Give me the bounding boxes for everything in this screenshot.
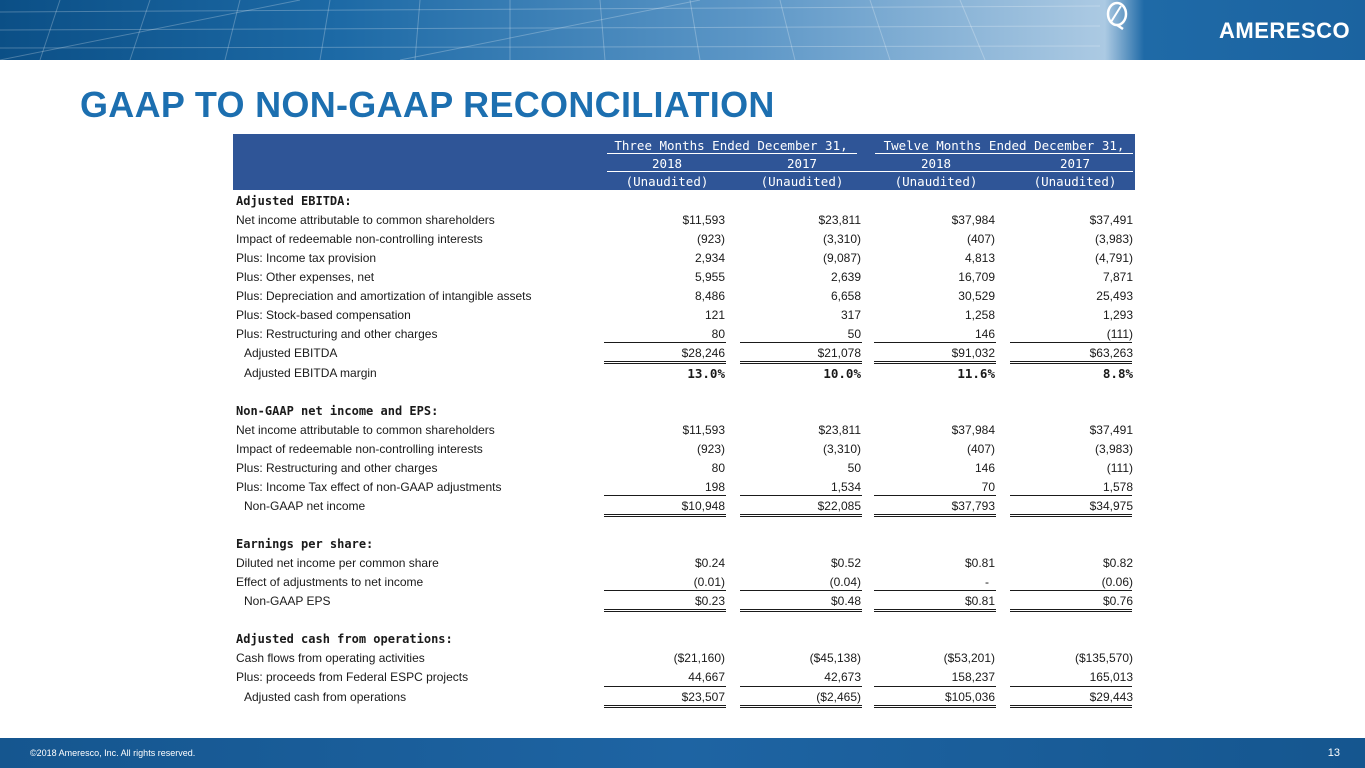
row-label: Plus: Stock-based compensation (236, 308, 411, 322)
header-year: 2018 (920, 156, 952, 171)
cell-value: 2,639 (830, 270, 861, 284)
subtotal-rule (604, 495, 726, 496)
total-rule (740, 361, 862, 362)
total-value: $21,078 (817, 346, 861, 360)
cell-value: (3,310) (822, 232, 861, 246)
cell-value: 50 (847, 327, 861, 341)
row-label: Impact of redeemable non-controlling interests (236, 442, 483, 456)
cell-value: ($135,570) (1074, 651, 1133, 665)
cell-value: $23,811 (818, 423, 861, 437)
cell-value: (3,310) (822, 442, 861, 456)
subtotal-rule (1010, 342, 1132, 343)
total-label: Adjusted EBITDA (244, 346, 338, 360)
table-row (233, 440, 1135, 459)
row-label: Effect of adjustments to net income (236, 575, 424, 589)
table-row (233, 211, 1135, 230)
cell-value: 4,813 (964, 251, 995, 265)
cell-value: $37,491 (1089, 213, 1133, 227)
total-rule (1010, 361, 1132, 362)
total-rule (874, 609, 996, 610)
subtotal-rule (874, 495, 996, 496)
header-rule (875, 153, 1133, 154)
cell-value: (111) (1106, 327, 1133, 341)
total-value: $63,263 (1089, 346, 1133, 360)
row-label: Plus: Other expenses, net (236, 270, 375, 284)
copyright-text: ©2018 Ameresco, Inc. All rights reserved. (30, 748, 196, 758)
margin-label: Adjusted EBITDA margin (244, 366, 377, 380)
cell-value: (407) (966, 442, 995, 456)
total-rule (874, 516, 996, 517)
page-title: GAAP TO NON-GAAP RECONCILIATION (80, 84, 775, 125)
cell-value: 7,871 (1102, 270, 1133, 284)
page-number: 13 (1327, 747, 1340, 759)
section-heading (233, 192, 1135, 211)
header-year: 2017 (786, 156, 818, 171)
total-rule (740, 705, 862, 706)
section-heading (233, 402, 1135, 421)
table-row (233, 268, 1135, 287)
cell-value: $0.82 (1102, 556, 1133, 570)
section-title: Adjusted cash from operations: (236, 632, 453, 646)
subtotal-rule (1010, 686, 1132, 687)
cell-value: $0.81 (964, 556, 995, 570)
margin-value: 10.0% (823, 366, 861, 381)
row-label: Net income attributable to common shareholders (236, 213, 495, 227)
table-row (233, 306, 1135, 325)
total-rule (604, 361, 726, 362)
total-rule (874, 611, 996, 612)
cell-value: 317 (840, 308, 861, 322)
cell-value: $37,491 (1089, 423, 1133, 437)
subtotal-rule (740, 686, 862, 687)
cell-value: (923) (696, 442, 725, 456)
cell-value: 80 (711, 461, 725, 475)
subtotal-rule (1010, 590, 1132, 591)
total-rule (604, 609, 726, 610)
cell-value: 1,534 (830, 480, 861, 494)
section-title: Adjusted EBITDA: (236, 194, 352, 208)
total-value: $29,443 (1089, 690, 1133, 704)
row-label: Impact of redeemable non-controlling interests (236, 232, 483, 246)
brand-name: AMERESCO (1219, 18, 1351, 43)
margin-value: 8.8% (1102, 366, 1133, 381)
total-rule (604, 705, 726, 706)
row-label: Plus: Restructuring and other charges (236, 461, 438, 475)
row-label: Plus: Income Tax effect of non-GAAP adjustments (236, 480, 502, 494)
grid-decoration (0, 0, 1100, 60)
row-label: Plus: Restructuring and other charges (236, 327, 438, 341)
table-row (233, 230, 1135, 249)
cell-value: 1,293 (1102, 308, 1133, 322)
header-unaudited: (Unaudited) (1033, 174, 1117, 189)
total-value: $0.48 (830, 594, 861, 608)
cell-value: ($21,160) (673, 651, 725, 665)
cell-value: 158,237 (951, 670, 995, 684)
section-title: Non-GAAP net income and EPS: (236, 404, 439, 418)
total-value: $0.81 (964, 594, 995, 608)
cell-value: $0.52 (830, 556, 861, 570)
header-year: 2017 (1059, 156, 1091, 171)
total-rule (740, 516, 862, 517)
cell-value: $11,593 (682, 213, 725, 227)
cell-value: - (985, 575, 989, 589)
cell-value: 198 (704, 480, 725, 494)
total-rule (604, 611, 726, 612)
total-rule (1010, 611, 1132, 612)
total-rule (740, 611, 862, 612)
total-rule (874, 707, 996, 708)
cell-value: 6,658 (830, 289, 861, 303)
total-value: ($2,465) (816, 690, 861, 704)
cell-value: 42,673 (824, 670, 861, 684)
cell-value: 80 (711, 327, 725, 341)
total-value: $34,975 (1089, 499, 1133, 513)
cell-value: $11,593 (682, 423, 725, 437)
cell-value: 70 (981, 480, 995, 494)
total-label: Adjusted cash from operations (244, 690, 407, 704)
cell-value: 5,955 (694, 270, 725, 284)
cell-value: 16,709 (958, 270, 995, 284)
subtotal-rule (604, 590, 726, 591)
total-rule (604, 707, 726, 708)
table-row (233, 668, 1135, 687)
cell-value: 146 (974, 461, 995, 475)
cell-value: ($53,201) (943, 651, 995, 665)
total-value: $10,948 (681, 499, 725, 513)
table-row (233, 554, 1135, 573)
total-label: Non-GAAP EPS (244, 594, 331, 608)
header-twelve-months: Twelve Months Ended December 31, (883, 138, 1125, 153)
total-rule (740, 707, 862, 708)
cell-value: $0.24 (694, 556, 725, 570)
header-unaudited: (Unaudited) (894, 174, 978, 189)
total-value: $0.76 (1102, 594, 1133, 608)
subtotal-rule (740, 342, 862, 343)
total-value: $37,793 (951, 499, 995, 513)
cell-value: 8,486 (694, 289, 725, 303)
subtotal-rule (874, 590, 996, 591)
row-label: Net income attributable to common shareholders (236, 423, 495, 437)
total-rule (604, 514, 726, 515)
cell-value: ($45,138) (809, 651, 861, 665)
cell-value: 2,934 (694, 251, 725, 265)
subtotal-rule (740, 495, 862, 496)
row-label: Cash flows from operating activities (236, 651, 425, 665)
margin-value: 13.0% (687, 366, 725, 381)
subtotal-rule (740, 590, 862, 591)
subtotal-rule (1010, 495, 1132, 496)
total-rule (1010, 705, 1132, 706)
total-rule (740, 514, 862, 515)
cell-value: 50 (847, 461, 861, 475)
cell-value: (0.01) (693, 575, 725, 589)
section-heading (233, 630, 1135, 649)
margin-value: 11.6% (957, 366, 995, 381)
cell-value: $37,984 (951, 423, 995, 437)
total-label: Non-GAAP net income (244, 499, 366, 513)
total-rule (1010, 707, 1132, 708)
cell-value: $23,811 (818, 213, 861, 227)
cell-value: 1,578 (1102, 480, 1133, 494)
cell-value: 25,493 (1096, 289, 1133, 303)
subtotal-rule (604, 342, 726, 343)
total-value: $22,085 (817, 499, 861, 513)
cell-value: (923) (696, 232, 725, 246)
cell-value: 44,667 (688, 670, 725, 684)
row-label: Plus: Depreciation and amortization of intangible assets (236, 289, 532, 303)
total-rule (1010, 516, 1132, 517)
total-rule (604, 516, 726, 517)
total-value: $28,246 (681, 346, 725, 360)
table-row (233, 459, 1135, 478)
subtotal-rule (874, 342, 996, 343)
cell-value: (111) (1106, 461, 1133, 475)
table-row (233, 421, 1135, 440)
cell-value: 121 (704, 308, 725, 322)
row-label: Plus: proceeds from Federal ESPC projects (236, 670, 469, 684)
table-header (233, 134, 1135, 190)
cell-value: $37,984 (951, 213, 995, 227)
total-rule (740, 609, 862, 610)
subtotal-rule (604, 686, 726, 687)
header-rule (607, 153, 857, 154)
cell-value: (0.04) (829, 575, 861, 589)
cell-value: 165,013 (1089, 670, 1133, 684)
row-label: Diluted net income per common share (236, 556, 439, 570)
table-row (233, 249, 1135, 268)
footer-bar (0, 738, 1365, 768)
subtotal-rule (874, 686, 996, 687)
cell-value: 1,258 (964, 308, 995, 322)
cell-value: (0.06) (1101, 575, 1133, 589)
cell-value: (3,983) (1094, 442, 1133, 456)
total-value: $0.23 (694, 594, 725, 608)
header-rule (607, 171, 1133, 172)
total-value: $91,032 (951, 346, 995, 360)
header-year: 2018 (651, 156, 683, 171)
total-rule (1010, 609, 1132, 610)
ameresco-leaf-icon (1105, 0, 1129, 30)
total-rule (874, 361, 996, 362)
table-row (233, 649, 1135, 668)
total-rule (1010, 514, 1132, 515)
section-heading (233, 535, 1135, 554)
row-label: Plus: Income tax provision (236, 251, 377, 265)
section-title: Earnings per share: (236, 537, 374, 551)
total-value: $23,507 (681, 690, 725, 704)
header-unaudited: (Unaudited) (760, 174, 844, 189)
cell-value: (9,087) (822, 251, 861, 265)
header-three-months: Three Months Ended December 31, (614, 138, 848, 153)
total-rule (874, 705, 996, 706)
header-banner (0, 0, 1365, 60)
header-unaudited: (Unaudited) (625, 174, 709, 189)
table-row (233, 287, 1135, 306)
cell-value: (3,983) (1094, 232, 1133, 246)
cell-value: (407) (966, 232, 995, 246)
total-value: $105,036 (944, 690, 995, 704)
brand-logo (1105, 0, 1365, 60)
margin-row (233, 364, 1135, 383)
cell-value: 146 (974, 327, 995, 341)
cell-value: (4,791) (1094, 251, 1133, 265)
cell-value: 30,529 (958, 289, 995, 303)
total-rule (874, 514, 996, 515)
